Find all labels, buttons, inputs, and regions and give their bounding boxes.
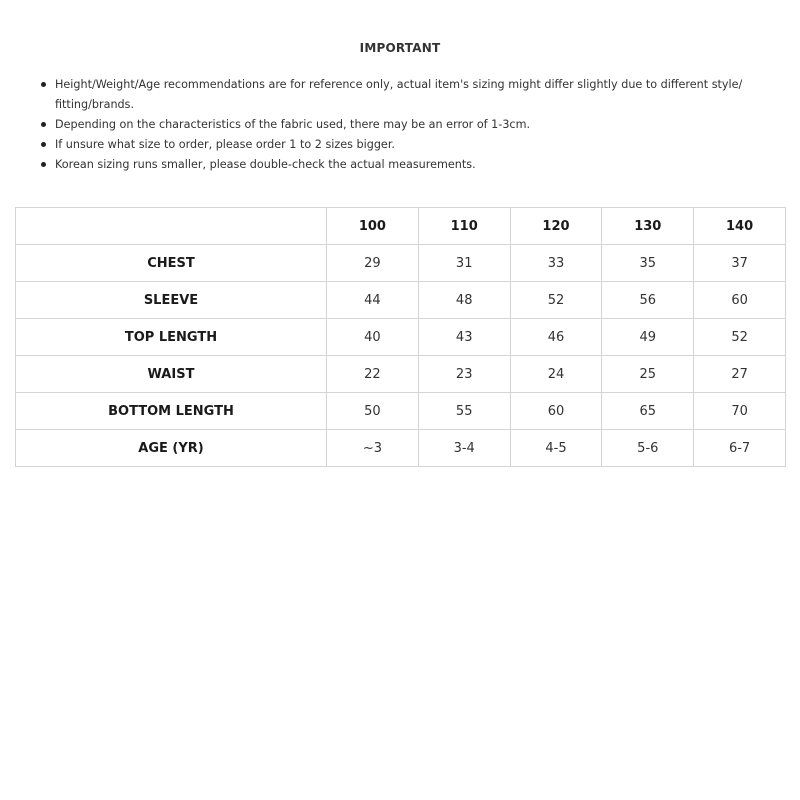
table-cell: 46	[510, 319, 602, 356]
table-cell: 49	[602, 319, 694, 356]
header-size-cell: 130	[602, 208, 694, 245]
table-cell: 48	[418, 282, 510, 319]
table-cell: 4-5	[510, 430, 602, 467]
row-label-waist: WAIST	[16, 356, 327, 393]
row-label-top-length: TOP LENGTH	[16, 319, 327, 356]
size-chart-table	[15, 207, 786, 467]
table-cell: 52	[694, 319, 786, 356]
table-cell: 56	[602, 282, 694, 319]
table-cell: 55	[418, 393, 510, 430]
table-cell: 27	[694, 356, 786, 393]
table-cell: 23	[418, 356, 510, 393]
row-label-sleeve: SLEEVE	[16, 282, 327, 319]
table-cell: 60	[510, 393, 602, 430]
table-cell: 37	[694, 245, 786, 282]
table-cell: 29	[327, 245, 419, 282]
table-cell: ~3	[327, 430, 419, 467]
bullet-icon	[41, 142, 46, 147]
table-row	[16, 356, 786, 393]
header-corner-cell	[16, 208, 327, 245]
table-row	[16, 319, 786, 356]
table-cell: 5-6	[602, 430, 694, 467]
table-cell: 60	[694, 282, 786, 319]
table-cell: 25	[602, 356, 694, 393]
table-cell: 40	[327, 319, 419, 356]
table-cell: 52	[510, 282, 602, 319]
notice-item-text: Height/Weight/Age recommendations are for reference only, actual item's sizing might differ slightly due to different style/ fitting/brands.	[55, 78, 743, 111]
notice-item	[38, 155, 783, 175]
row-label-age: AGE (YR)	[16, 430, 327, 467]
header-size-cell: 120	[510, 208, 602, 245]
notice-list	[38, 75, 783, 175]
notice-item-text: If unsure what size to order, please order 1 to 2 sizes bigger.	[55, 138, 395, 151]
table-cell: 43	[418, 319, 510, 356]
header-size-cell: 140	[694, 208, 786, 245]
table-row	[16, 393, 786, 430]
notice-item-text: Depending on the characteristics of the fabric used, there may be an error of 1-3cm.	[55, 118, 531, 131]
header-size-cell: 100	[327, 208, 419, 245]
table-header-row	[16, 208, 786, 245]
table-row	[16, 282, 786, 319]
notice-item	[38, 135, 783, 155]
bullet-icon	[41, 122, 46, 127]
notice-item	[38, 75, 783, 115]
table-cell: 24	[510, 356, 602, 393]
table-row	[16, 430, 786, 467]
table-cell: 35	[602, 245, 694, 282]
table-cell: 70	[694, 393, 786, 430]
notice-title: IMPORTANT	[359, 41, 441, 55]
table-cell: 31	[418, 245, 510, 282]
notice-item-text: Korean sizing runs smaller, please double-check the actual measurements.	[55, 158, 476, 171]
table-cell: 44	[327, 282, 419, 319]
notice-item	[38, 115, 783, 135]
table-row	[16, 245, 786, 282]
row-label-bottom-length: BOTTOM LENGTH	[16, 393, 327, 430]
header-size-cell: 110	[418, 208, 510, 245]
table-cell: 65	[602, 393, 694, 430]
table-cell: 6-7	[694, 430, 786, 467]
table-cell: 22	[327, 356, 419, 393]
table-cell: 33	[510, 245, 602, 282]
row-label-chest: CHEST	[16, 245, 327, 282]
bullet-icon	[41, 82, 46, 87]
table-cell: 3-4	[418, 430, 510, 467]
bullet-icon	[41, 162, 46, 167]
table-cell: 50	[327, 393, 419, 430]
